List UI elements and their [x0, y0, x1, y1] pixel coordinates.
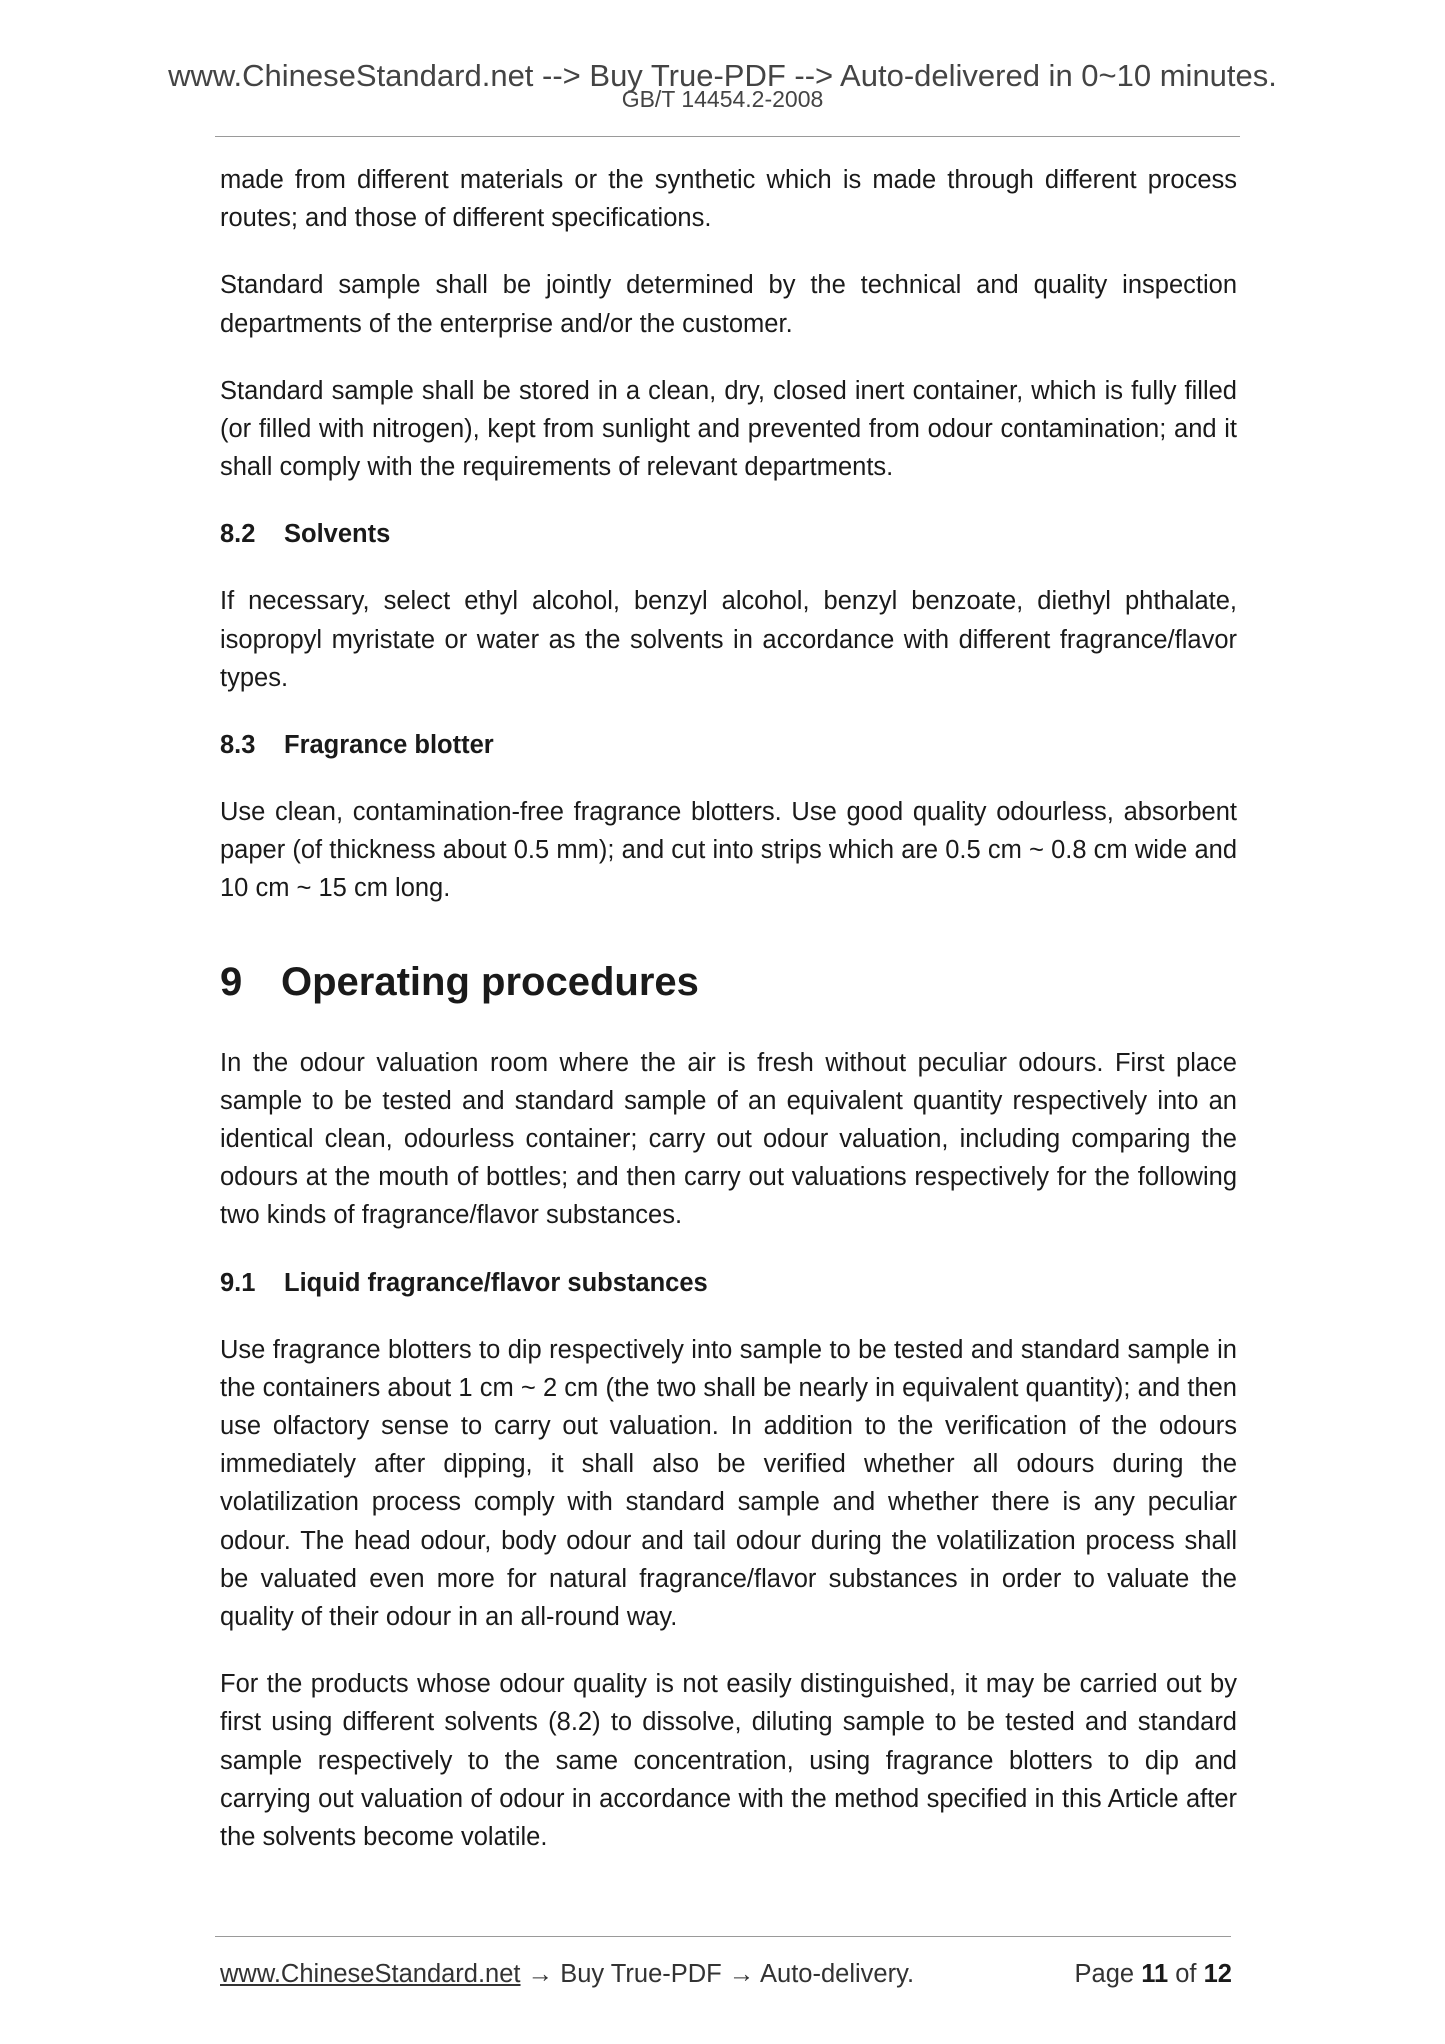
- arrow-icon: →: [728, 1960, 755, 1988]
- arrow-icon: →: [527, 1960, 554, 1988]
- footer-buy-text: Buy True-PDF: [560, 1960, 722, 1988]
- footer-left: [220, 1958, 914, 1990]
- header-banner: www.ChineseStandard.net --> Buy True-PDF --> Auto-delivered in 0~10 minutes.: [168, 58, 1277, 93]
- paragraph-solvents: If necessary, select ethyl alcohol, benzyl alcohol, benzyl benzoate, diethyl phthalate, isopropyl myristate or water as the solvents in accordance with different fragrance/flavor types.: [220, 587, 1237, 692]
- paragraph-intro: made from different materials or the synthetic which is made through different process routes; and those of different specifications.: [220, 166, 1237, 233]
- page-total: 12: [1203, 1960, 1232, 1988]
- chapter-heading-9: [220, 958, 1237, 1006]
- paragraph-stored: Standard sample shall be stored in a clean, dry, closed inert container, which is fully filled (or filled with nitrogen), kept from sunlight and prevented from odour contamination; and it shall comply with the requirements of relevant departments.: [220, 376, 1237, 482]
- section-title: Liquid fragrance/flavor substances: [284, 1268, 708, 1297]
- footer-site-link[interactable]: www.ChineseStandard.net: [220, 1960, 521, 1988]
- chapter-number: 9: [220, 959, 243, 1004]
- paragraph-solvent-method: For the products whose odour quality is not easily distinguished, it may be carried out by first using different solvents (8.2) to dissolve, diluting sample to be tested and standard sample respectively to the same concentration, using fragrance blotters to dip and carrying out valuation of odour in accordance with the method specified in this Article after the solvents become volatile.: [220, 1670, 1237, 1852]
- section-heading-9-1: [220, 1264, 1237, 1302]
- page-of: of: [1175, 1960, 1197, 1988]
- footer-auto-text: Auto-delivery.: [760, 1960, 915, 1988]
- page-current: 11: [1141, 1960, 1169, 1988]
- section-title: Solvents: [284, 520, 391, 549]
- section-number: 8.2: [220, 520, 256, 549]
- section-number: 9.1: [220, 1268, 256, 1297]
- section-heading-8-3: [220, 726, 1237, 764]
- page-number: [1075, 1958, 1232, 1990]
- section-number: 8.3: [220, 731, 256, 760]
- section-title: Fragrance blotter: [284, 731, 494, 760]
- page-word: Page: [1074, 1960, 1135, 1988]
- footer-divider: [215, 1936, 1231, 1937]
- section-heading-8-2: [220, 515, 1237, 553]
- header-divider: [215, 136, 1240, 137]
- paragraph-blotter: Use clean, contamination-free fragrance blotters. Use good quality odourless, absorbent paper (of thickness about 0.5 mm); and cut into strips which are 0.5 cm ~ 0.8 cm wide and 10 cm ~ 15 cm long.: [220, 798, 1237, 903]
- document-id: GB/T 14454.2-2008: [621, 86, 824, 112]
- paragraph-determined: Standard sample shall be jointly determined by the technical and quality inspection departments of the enterprise and/or the customer.: [220, 271, 1237, 338]
- paragraph-liquid: Use fragrance blotters to dip respectively into sample to be tested and standard sample in the containers about 1 cm ~ 2 cm (the two shall be nearly in equivalent quantity); and then use olfactory sense to carry out valuation. In addition to the verification of the odours immediately after dipping, it shall also be verified whether all odours during the volatilization process comply with standard sample and whether there is any peculiar odour. The head odour, body odour and tail odour during the volatilization process shall be valuated even more for natural fragrance/flavor substances in order to valuate the quality of their odour in an all-round way.: [220, 1335, 1237, 1632]
- chapter-title: Operating procedures: [281, 959, 699, 1004]
- page-body: [220, 161, 1237, 1885]
- paragraph-procedures: In the odour valuation room where the air is fresh without peculiar odours. First place sample to be tested and standard sample of an equivalent quantity respectively into an identical clean, odourless container; carry out odour valuation, including comparing the odours at the mouth of bottles; and then carry out valuations respectively for the following two kinds of fragrance/flavor substances.: [220, 1048, 1237, 1230]
